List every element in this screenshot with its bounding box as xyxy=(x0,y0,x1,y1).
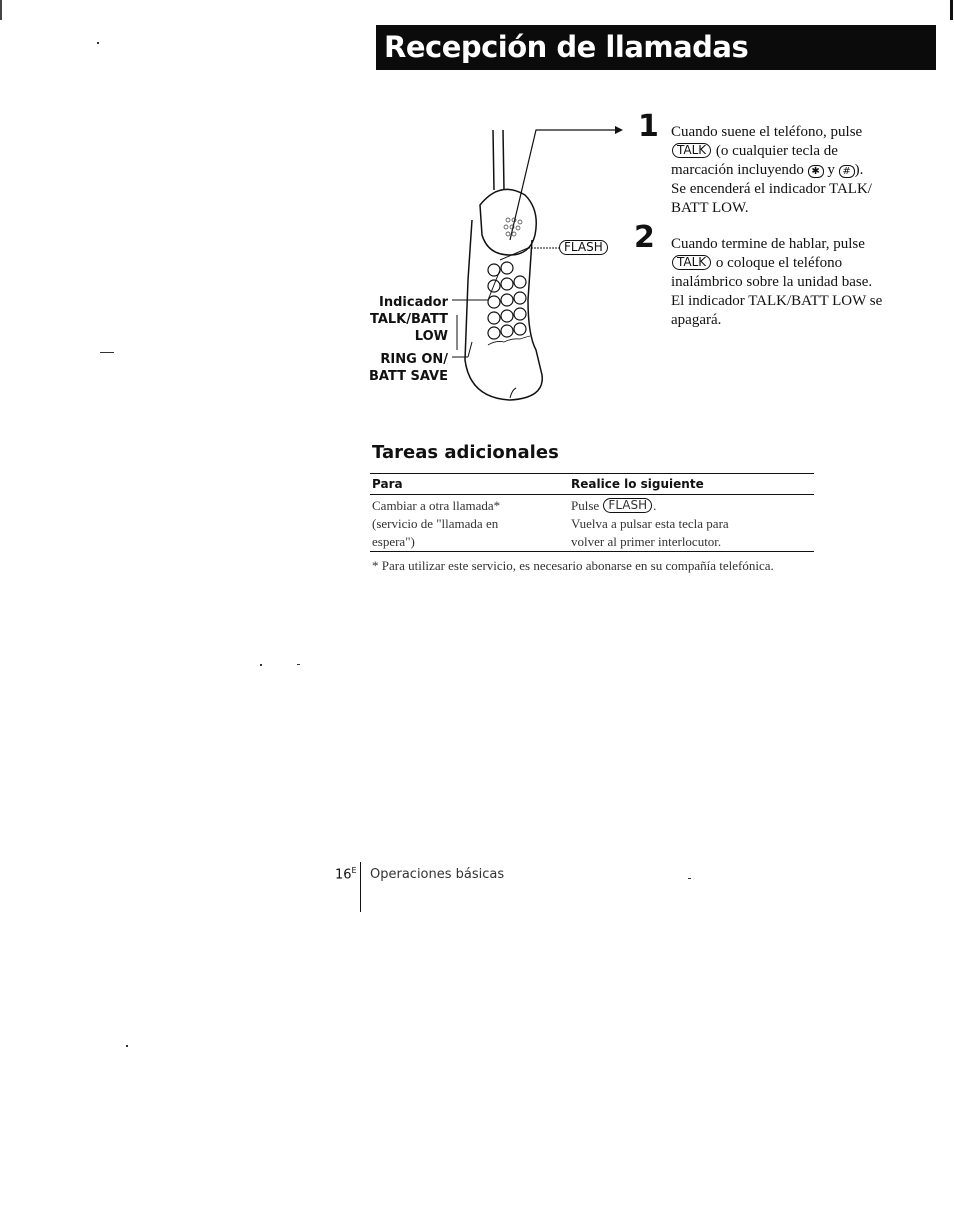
table-header-rule xyxy=(370,494,814,495)
scan-edge-mark-right xyxy=(950,0,953,20)
scan-speck xyxy=(126,1045,128,1047)
page-title: Recepción de llamadas xyxy=(376,25,936,70)
talk-key: TALK xyxy=(672,255,711,270)
star-key-icon: ✱ xyxy=(808,165,824,178)
flash-key: FLASH xyxy=(603,498,652,513)
flash-callout xyxy=(558,239,609,257)
scan-speck xyxy=(297,664,300,665)
scan-speck xyxy=(97,42,99,44)
footer-divider xyxy=(360,862,361,912)
table-cell-para: Cambiar a otra llamada* (servicio de "llamada en espera") xyxy=(372,498,501,549)
step-2-number: 2 xyxy=(634,220,655,255)
step-1-number: 1 xyxy=(638,109,659,144)
table-header-realice: Realice lo siguiente xyxy=(571,477,704,491)
section-title-tareas: Tareas adicionales xyxy=(372,442,559,463)
hash-key-icon: # xyxy=(839,165,855,178)
step-2-text: Cuando termine de hablar, pulse TALK o coloque el teléfono inalámbrico sobre la unidad base. El indicador TALK/BATT LOW se apagará. xyxy=(671,236,883,328)
scan-edge-mark-left xyxy=(0,0,2,20)
table-top-rule xyxy=(370,473,814,474)
table-header-para: Para xyxy=(372,477,403,491)
ring-on-callout: RING ON/ BATT SAVE xyxy=(368,352,448,384)
scan-speck xyxy=(100,352,114,353)
talk-batt-low-callout: Indicador TALK/BATT LOW xyxy=(369,295,448,344)
table-cell-realice: Pulse FLASH . Vuelva a pulsar esta tecla para volver al primer interlocutor. xyxy=(571,498,729,549)
talk-key: TALK xyxy=(672,143,711,158)
step-1-text: Cuando suene el teléfono, pulse TALK (o cualquier tecla de marcación incluyendo ✱ y # ). Se encenderá el indicador TALK/ BATT LOW. xyxy=(671,124,872,216)
table-bottom-rule xyxy=(370,551,814,552)
page-number: $16^E$ xyxy=(335,866,357,883)
scan-speck xyxy=(688,878,691,879)
flash-key: FLASH xyxy=(559,240,608,255)
table-footnote: * Para utilizar este servicio, es necesario abonarse en su compañía telefónica. xyxy=(372,558,774,573)
footer-section-name: Operaciones básicas xyxy=(370,867,505,882)
scan-speck xyxy=(260,664,262,666)
